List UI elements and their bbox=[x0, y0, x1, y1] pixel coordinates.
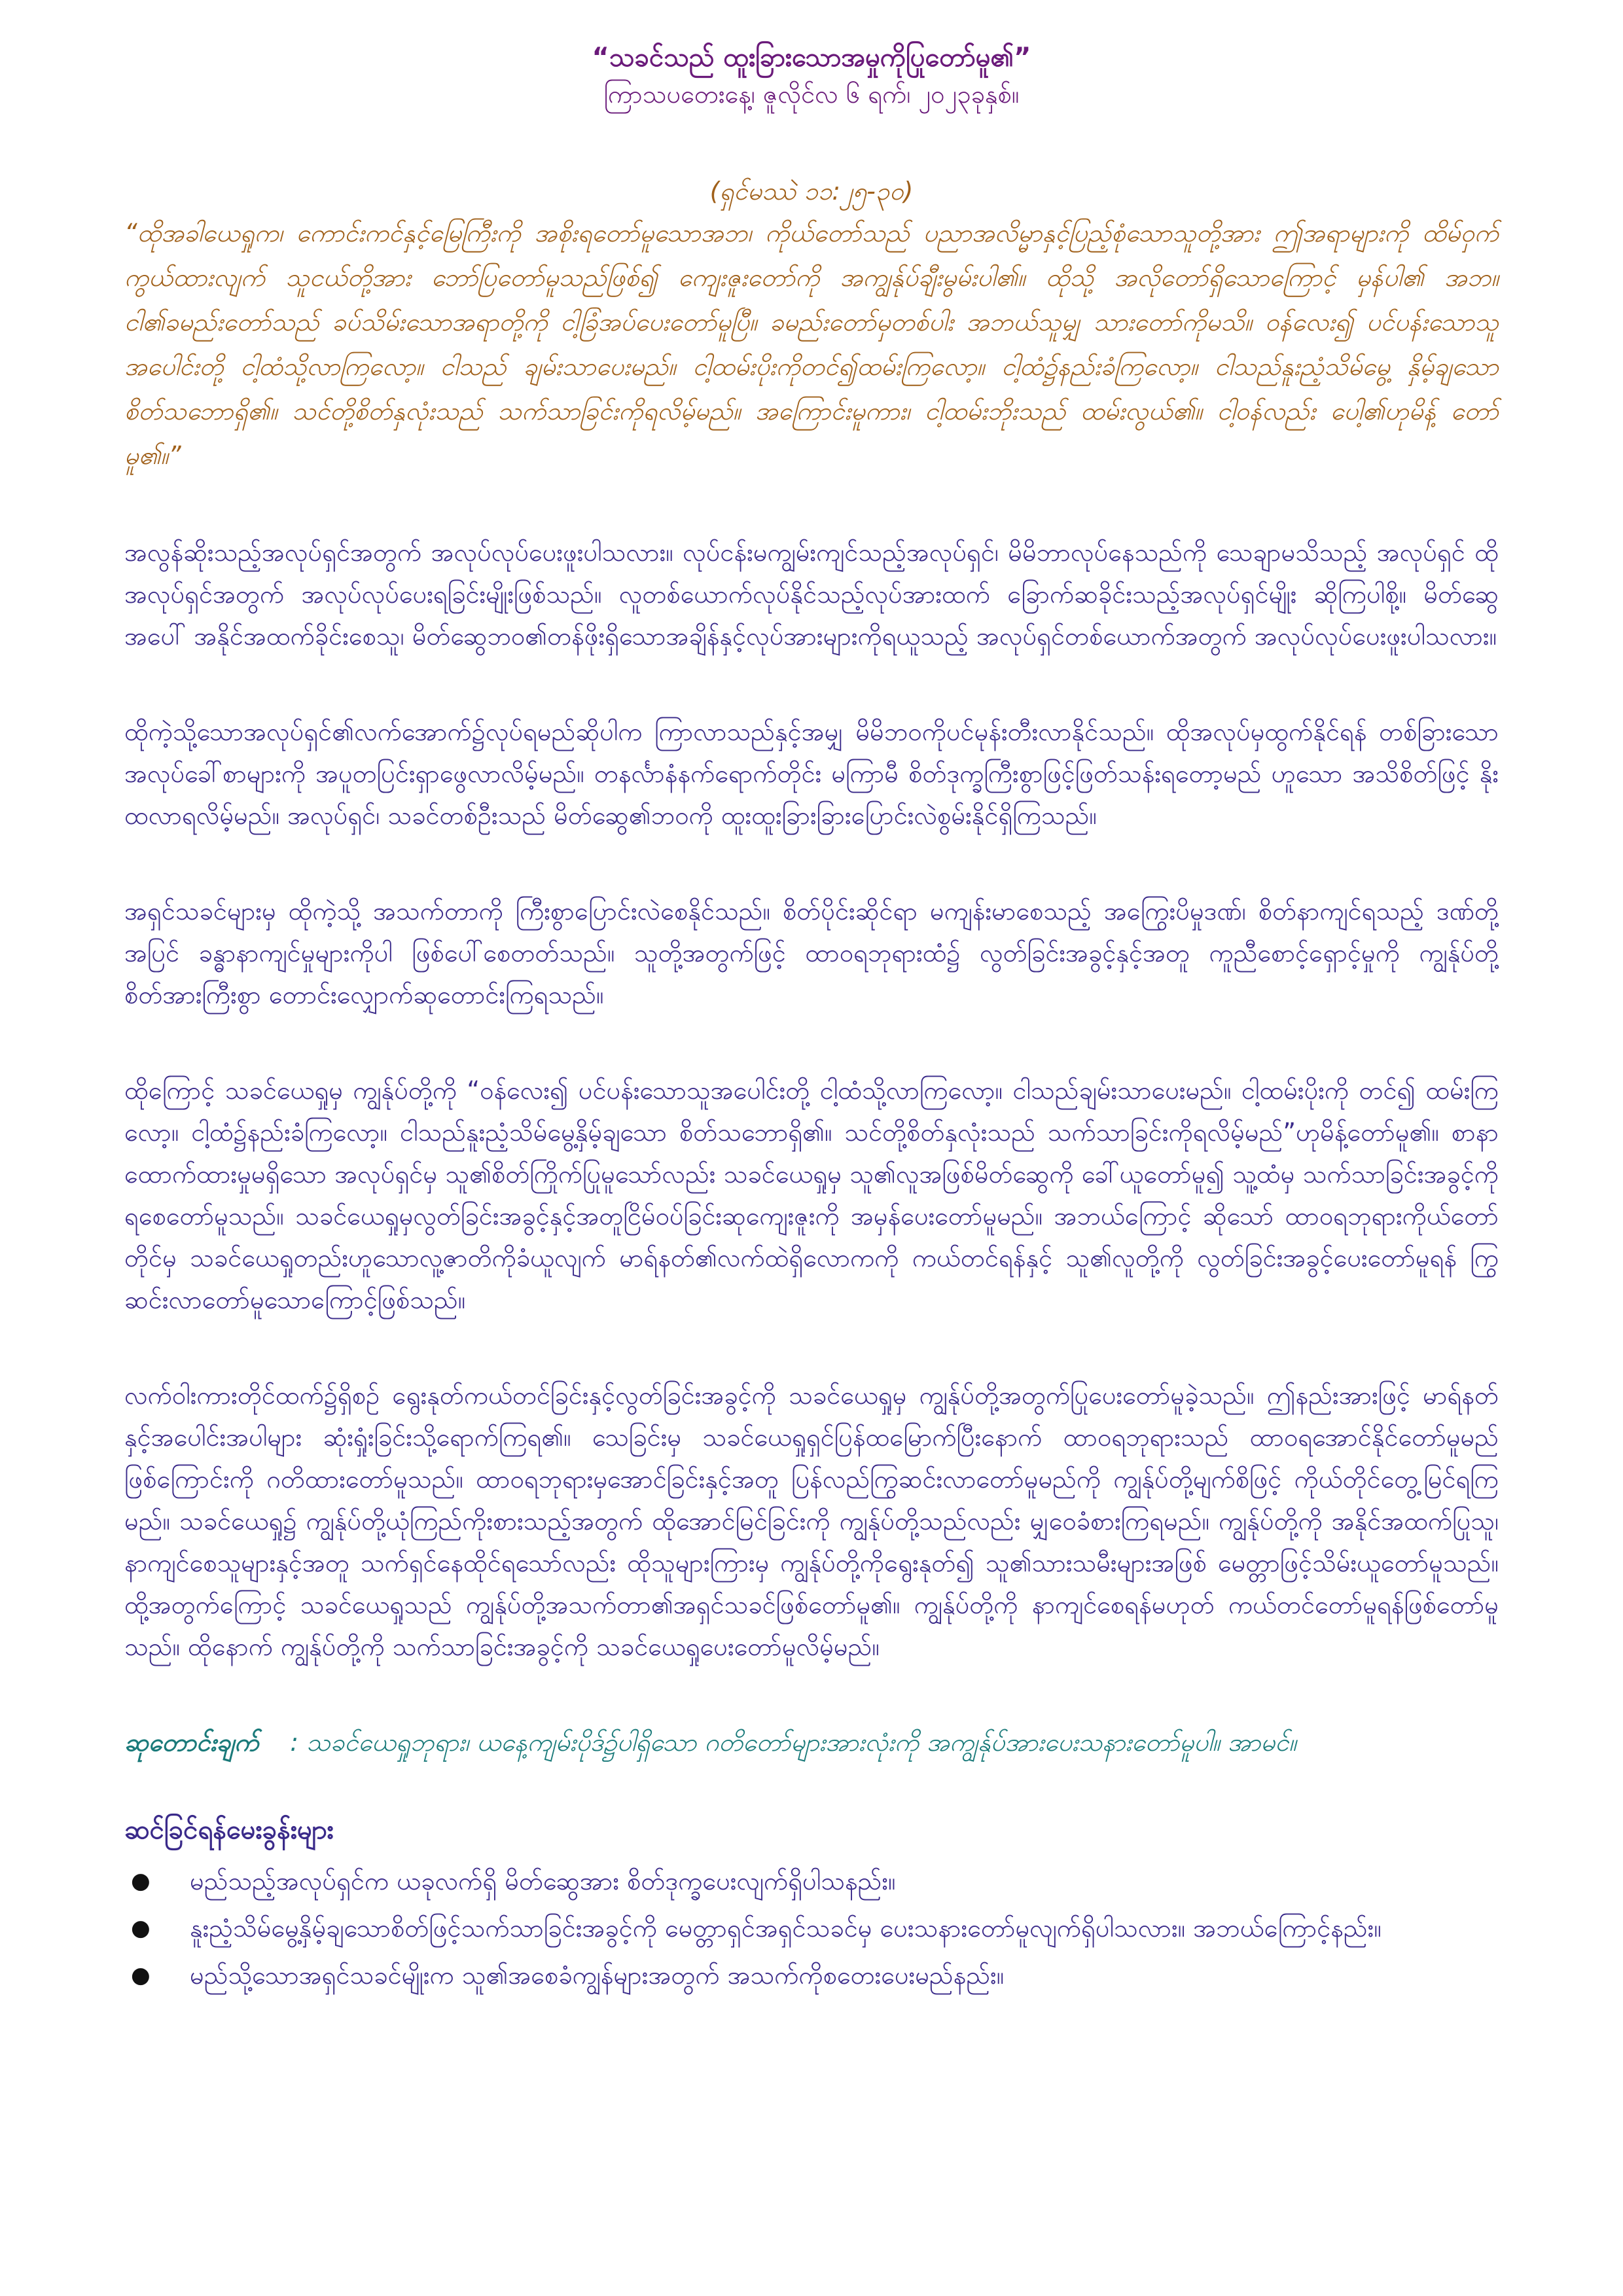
body-paragraph-3: အရှင်သခင်များမှ ထိုကဲ့သို့ အသက်တာကို ကြီးစွာပြောင်းလဲစေနိုင်သည်။ စိတ်ပိုင်းဆိုင်ရာ မကျန်းမာစေသည့် အကြွေးပိမှုဒဏ်၊ စိတ်နာကျင်ရသည့် ဒဏ်တို့အပြင် ခန္ဓာနာကျင်မှုများကိုပါ ဖြစ်ပေါ်စေတတ်သည်။ သူတို့အတွက်ဖြင့် ထာဝရဘုရားထံ၌ လွတ်ခြင်းအခွင့်နှင့်အတူ ကူညီစောင့်ရှောင့်မှုကို ကျွန်ုပ်တို့ စိတ်အားကြီးစွာ တောင်းလျှောက်ဆုတောင်းကြရသည်။ bbox=[124, 897, 1499, 1009]
questions-heading: ဆင်ခြင်ရန်မေးခွန်းများ bbox=[124, 1815, 334, 1845]
bullet-icon: ● bbox=[131, 1915, 151, 1941]
prayer-label: ဆုတောင်းချက် bbox=[124, 1728, 259, 1757]
page-date: ကြာသပတေးနေ့၊ ဇူလိုင်လ ၆ ရက်၊ ၂၀၂၃ခုနှစ်။ bbox=[603, 80, 1020, 109]
question-item bbox=[131, 1857, 1499, 1905]
question-item bbox=[131, 1905, 1499, 1952]
prayer-text: : သခင်ယေရှုဘုရား၊ ယနေ့ကျမ်းပိုဒ်၌ပါရှိသော ဂတိတော်များအားလုံးကို အကျွန်ုပ်အားပေးသနားတော်မူပါ။ အာမင်။ bbox=[290, 1728, 1296, 1757]
prayer bbox=[124, 1721, 1499, 1763]
question-text: နူးညံ့သိမ်မွေ့နှိမ့်ချသောစိတ်ဖြင့်သက်သာခြင်းအခွင့်ကို မေတ္တာရှင်အရှင်သခင်မှ ပေးသနားတော်မူလျက်ရှိပါသလား။ အဘယ်ကြောင့်နည်း။ bbox=[190, 1914, 1382, 1943]
body-paragraph-2: ထိုကဲ့သို့သောအလုပ်ရှင်၏လက်အောက်၌လုပ်ရမည်ဆိုပါက ကြာလာသည်နှင့်အမျှ မိမိဘဝကိုပင်မုန်းတီးလာနိုင်သည်။ ထိုအလုပ်မှထွက်နိုင်ရန် တစ်ခြားသောအလုပ်ခေါ်စာများကို အပူတပြင်းရှာဖွေလာလိမ့်မည်။ တနင်္လာနံနက်ရောက်တိုင်း မကြာမီ စိတ်ဒုက္ခကြီးစွာဖြင့်ဖြတ်သန်းရတော့မည် ဟူသော အသိစိတ်ဖြင့် နိုးထလာရလိမ့်မည်။ အလုပ်ရှင်၊ သခင်တစ်ဦးသည် မိတ်ဆွေ၏ဘဝကို ထူးထူးခြားခြားပြောင်းလဲစွမ်းနိုင်ရှိကြသည်။ bbox=[124, 717, 1499, 830]
bullet-icon: ● bbox=[131, 1868, 151, 1894]
scripture-reference: (ရှင်မဿဲ ၁၁:၂၅-၃၀) bbox=[709, 177, 914, 206]
questions-list bbox=[124, 1857, 1499, 1999]
body-paragraph-1: အလွန်ဆိုးသည့်အလုပ်ရှင်အတွက် အလုပ်လုပ်ပေးဖူးပါသလား။ လုပ်ငန်းမကျွမ်းကျင်သည့်အလုပ်ရှင်၊ မိမိဘာလုပ်နေသည်ကို သေချာမသိသည့် အလုပ်ရှင် ထိုအလုပ်ရှင်အတွက် အလုပ်လုပ်ပေးရခြင်းမျိုးဖြစ်သည်။ လူတစ်ယောက်လုပ်နိုင်သည့်လုပ်အားထက် ခြောက်ဆခိုင်းသည့်အလုပ်ရှင်မျိုး ဆိုကြပါစို့။ မိတ်ဆွေအပေါ် အနိုင်အထက်ခိုင်းစေသူ၊ မိတ်ဆွေဘဝ၏တန်ဖိုးရှိသောအချိန်နှင့်လုပ်အားများကိုရယူသည့် အလုပ်ရှင်တစ်ယောက်အတွက် အလုပ်လုပ်ပေးဖူးပါသလား။ bbox=[124, 538, 1499, 651]
scripture-quote: “ထိုအခါယေရှုက၊ ကောင်းကင်နှင့်မြေကြီးကို အစိုးရတော်မူသောအဘ၊ ကိုယ်တော်သည် ပညာအလိမ္မာနှင့်ပြည့်စုံသောသူတို့အား ဤအရာများကို ထိမ်ဝှက်ကွယ်ထားလျက် သူငယ်တို့အား ဘော်ပြတော်မူသည်ဖြစ်၍ ကျေးဇူးတော်ကို အကျွန်ုပ်ချီးမွမ်းပါ၏။ ထိုသို့ အလိုတော်ရှိသောကြောင့် မှန်ပါ၏ အဘ။ ငါ၏ခမည်းတော်သည် ခပ်သိမ်းသောအရာတို့ကို ငါ့ခြံအပ်ပေးတော်မူပြီ။ ခမည်းတော်မှတစ်ပါး အဘယ်သူမျှ သားတော်ကိုမသိ။ ဝန်လေး၍ ပင်ပန်းသောသူအပေါင်းတို့ ငါ့ထံသို့လာကြလော့။ ငါသည် ချမ်းသာပေးမည်။ ငါ့ထမ်းပိုးကိုတင်၍ထမ်းကြလော့။ ငါ့ထံ၌နည်းခံကြလော့။ ငါသည်နူးညံ့သိမ်မွေ့ နှိမ့်ချသောစိတ်သဘောရှိ၏။ သင်တို့စိတ်နှလုံးသည် သက်သာခြင်းကိုရလိမ့်မည်။ အကြောင်းမူကား၊ ငါ့ထမ်းဘိုးသည် ထမ်းလွယ်၏။ ငါ့ဝန်လည်း ပေါ့၏ဟုမိန့် တော်မူ၏။” bbox=[124, 219, 1499, 470]
bullet-icon: ● bbox=[131, 1962, 151, 1988]
question-text: မည်သို့သောအရှင်သခင်မျိုးက သူ၏အစေခံကျွန်များအတွက် အသက်ကိုစတေးပေးမည်နည်း။ bbox=[190, 1961, 1005, 1990]
page-title: “သခင်သည် ထူးခြားသောအမှုကိုပြုတော်မူ၏” bbox=[592, 43, 1031, 73]
question-item bbox=[131, 1952, 1499, 1999]
body-paragraph-4: ထိုကြောင့် သခင်ယေရှုမှ ကျွန်ုပ်တို့ကို “ဝန်လေး၍ ပင်ပန်းသောသူအပေါင်းတို့ ငါ့ထံသို့လာကြလော့။ ငါသည်ချမ်းသာပေးမည်။ ငါ့ထမ်းပိုးကို တင်၍ ထမ်းကြလော့။ ငါ့ထံ၌နည်းခံကြလော့။ ငါသည်နူးညံ့သိမ်မွေ့နှိမ့်ချသော စိတ်သဘောရှိ၏။ သင်တို့စိတ်နှလုံးသည် သက်သာခြင်းကိုရလိမ့်မည်”ဟုမိန့်တော်မူ၏။ စာနာထောက်ထားမှုမရှိသော အလုပ်ရှင်မှ သူ၏စိတ်ကြိုက်ပြုမူသော်လည်း သခင်ယေရှုမှ သူ၏လူအဖြစ်မိတ်ဆွေကို ခေါ်ယူတော်မူ၍ သူ့ထံမှ သက်သာခြင်းအခွင့်ကိုရစေတော်မူသည်။ သခင်ယေရှုမှလွတ်ခြင်းအခွင့်နှင့်အတူငြိမ်ဝပ်ခြင်းဆုကျေးဇူးကို အမှန်ပေးတော်မူမည်။ အဘယ်ကြောင့် ဆိုသော် ထာဝရဘုရားကိုယ်တော်တိုင်မှ သခင်ယေရှုတည်းဟူသောလူ့ဇာတိကိုခံယူလျက် မာရ်နတ်၏လက်ထဲရှိလောကကို ကယ်တင်ရန်နှင့် သူ၏လူတို့ကို လွတ်ခြင်းအခွင့်ပေးတော်မူရန် ကြွဆင်းလာတော်မူသောကြောင့်ဖြစ်သည်။ bbox=[124, 1076, 1499, 1314]
body-paragraph-5: လက်ဝါးကားတိုင်ထက်၌ရှိစဉ် ရွေးနုတ်ကယ်တင်ခြင်းနှင့်လွတ်ခြင်းအခွင့်ကို သခင်ယေရှုမှ ကျွန်ုပ်တို့အတွက်ပြုပေးတော်မူခဲ့သည်။ ဤနည်းအားဖြင့် မာရ်နတ်နှင့်အပေါင်းအပါများ ဆုံးရှုံးခြင်းသို့ရောက်ကြရ၏။ သေခြင်းမှ သခင်ယေရှုရှင်ပြန်ထမြောက်ပြီးနောက် ထာဝရဘုရားသည် ထာဝရအောင်နိုင်တော်မူမည်ဖြစ်ကြောင်းကို ဂတိထားတော်မူသည်။ ထာဝရဘုရားမှအောင်ခြင်းနှင့်အတူ ပြန်လည်ကြွဆင်းလာတော်မူမည်ကို ကျွန်ုပ်တို့မျက်စိဖြင့် ကိုယ်တိုင်တွေ့မြင်ရကြမည်။ သခင်ယေရှု၌ ကျွန်ုပ်တို့ယုံကြည်ကိုးစားသည့်အတွက် ထိုအောင်မြင်ခြင်းကို ကျွန်ုပ်တို့သည်လည်း မျှဝေခံစားကြရမည်။ ကျွန်ုပ်တို့ကို အနိုင်အထက်ပြုသူ၊ နာကျင်စေသူများနှင့်အတူ သက်ရှင်နေထိုင်ရသော်လည်း ထိုသူများကြားမှ ကျွန်ုပ်တို့ကိုရွေးနုတ်၍ သူ၏သားသမီးများအဖြစ် မေတ္တာဖြင့်သိမ်းယူတော်မူသည်။ ထို့အတွက်ကြောင့် သခင်ယေရှုသည် ကျွန်ုပ်တို့အသက်တာ၏အရှင်သခင်ဖြစ်တော်မူ၏။ ကျွန်ုပ်တို့ကို နာကျင်စေရန်မဟုတ် ကယ်တင်တော်မူရန်ဖြစ်တော်မူသည်။ ထိုနောက် ကျွန်ုပ်တို့ကို သက်သာခြင်းအခွင့်ကို သခင်ယေရှုပေးတော်မူလိမ့်မည်။ bbox=[124, 1381, 1499, 1661]
question-text: မည်သည့်အလုပ်ရှင်က ယခုလက်ရှိ မိတ်ဆွေအား စိတ်ဒုက္ခပေးလျက်ရှိပါသနည်း။ bbox=[190, 1867, 896, 1895]
